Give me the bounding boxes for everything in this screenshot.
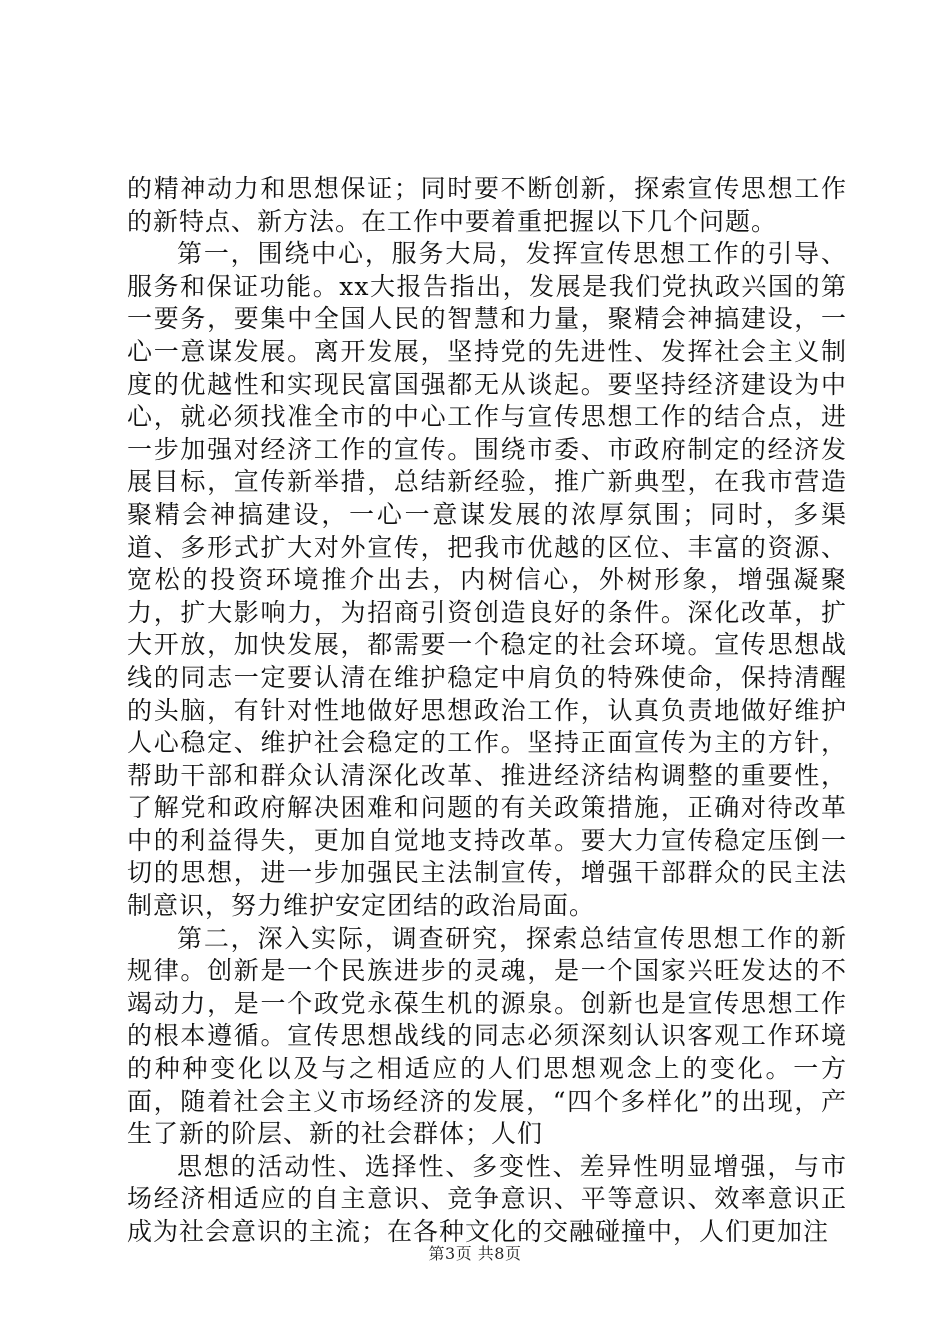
body-text xyxy=(127,173,847,1249)
paragraph-first-point: 第一，围绕中心，服务大局，发挥宣传思想工作的引导、服务和保证功能。xx大报告指出，发展是我们党执政兴国的第一要务，要集中全国人民的智慧和力量，聚精会神搞建设，一心一意谋发展。离开发展，坚持党的先进性、发挥社会主义制度的优越性和实现民富国强都无从谈起。要坚持经济建设为中心，就必须找准全市的中心工作与宣传思想工作的结合点，进一步加强对经济工作的宣传。围绕市委、市政府制定的经济发展目标，宣传新举措，总结新经验，推广新典型，在我市营造聚精会神搞建设，一心一意谋发展的浓厚氛围；同时，多渠道、多形式扩大对外宣传，把我市优越的区位、丰富的资源、宽松的投资环境推介出去，内树信心，外树形象，增强凝聚力，扩大影响力，为招商引资创造良好的条件。深化改革，扩大开放，加快发展，都需要一个稳定的社会环境。宣传思想战线的同志一定要认清在维护稳定中肩负的特殊使命，保持清醒的头脑，有针对性地做好思想政治工作，认真负责地做好维护人心稳定、维护社会稳定的工作。坚持正面宣传为主的方针，帮助干部和群众认清深化改革、推进经济结构调整的重要性，了解党和政府解决困难和问题的有关政策措施，正确对待改革中的利益得失，更加自觉地支持改革。要大力宣传稳定压倒一切的思想，进一步加强民主法制宣传，增强干部群众的民主法制意识，努力维护安定团结的政治局面。 xyxy=(127,239,847,921)
page-number-footer: 第3页 共8页 xyxy=(428,1244,522,1263)
paragraph-continuation: 的精神动力和思想保证；同时要不断创新，探索宣传思想工作的新特点、新方法。在工作中要着重把握以下几个问题。 xyxy=(127,174,847,236)
paragraph-second-point: 第二，深入实际，调查研究，探索总结宣传思想工作的新规律。创新是一个民族进步的灵魂，是一个国家兴旺发达的不竭动力，是一个政党永葆生机的源泉。创新也是宣传思想工作的根本遵循。宣传思想战线的同志必须深刻认识客观工作环境的种种变化以及与之相适应的人们思想观念上的变化。一方面，随着社会主义市场经济的发展，“四个多样化”的出现，产生了新的阶层、新的社会群体；人们 xyxy=(127,923,847,1149)
paragraph-continued: 思想的活动性、选择性、多变性、差异性明显增强，与市场经济相适应的自主意识、竞争意识、平等意识、效率意识正成为社会意识的主流；在各种文化的交融碰撞中，人们更加注 xyxy=(127,1151,847,1246)
